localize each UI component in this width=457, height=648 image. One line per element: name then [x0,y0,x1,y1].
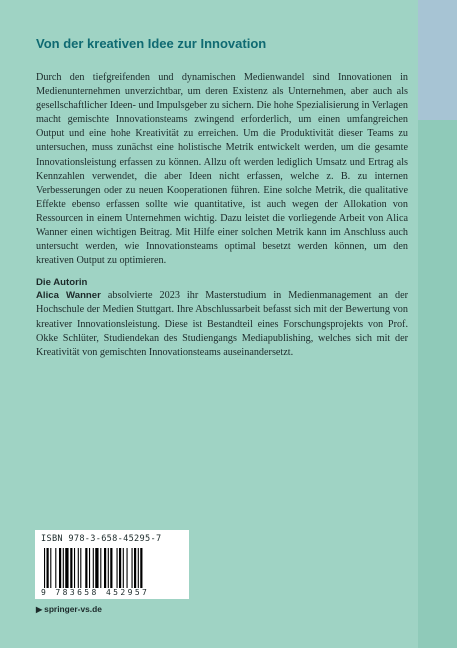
arrow-right-icon: ▶ [36,605,43,614]
author-name: Alica Wanner [36,290,101,302]
author-bio [36,289,408,359]
back-cover-text [36,36,408,360]
barcode-bars [44,548,180,588]
publisher-url[interactable] [36,604,102,614]
book-title: Von der kreativen Idee zur Innovation [36,36,267,51]
publisher-text: springer-vs.de [44,604,102,614]
author-heading: Die Autorin [36,277,88,289]
isbn-digits: 9 783658 452957 [41,588,150,597]
isbn-label: ISBN 978-3-658-45295-7 [41,534,162,544]
description-paragraph: Durch den tiefgreifenden und dynamischen Medienwandel sind Innovationen in Medienunternehmen unverzichtbar, um deren Existenz als Unternehmen, aber auch als gesellschaftlicher Ideen- und Impulsgeber zu sichern. Die hohe Spezialisierung in Verlagen macht gemischte Innovationsteams zwingend erforderlich, um einen umfangreichen Output und eine hohe Kreativität zu erreichen. Um die Produktivität dieser Teams zu untersuchen, muss zunächst eine holistische Metrik entwickelt werden, um die gesamte Innovationsleistung erfassen zu können. Allzu oft werden lediglich Umsatz und Ertrag als Kennzahlen verwendet, die aber Ideen nicht erfassen, welche z. B. zu internen Verbesserungen oder zu neuen Kooperationen führen. Eine solche Metrik, die qualitative Effekte ebenso erfassen sollte wie quantitative, ist auch wegen der Allokation von Ressourcen in einem Unternehmen wichtig. Dazu leistet die vorliegende Arbeit von Alica Wanner einen wichtigen Beitrag. Mit Hilfe einer solchen Metrik kann im Anschluss auch untersucht werden, wie Innovationsteams optimal besetzt werden können, um den kreativen Output zu optimieren. [36,72,408,267]
author-bio-text: absolvierte 2023 ihr Masterstudium in Medienmanagement an der Hochschule der Medien Stuttgart. Ihre Abschlussarbeit befasst sich mit der Bewertung von kreativer Innovationsleistung. Diese ist Bestandteil eines Forschungsprojekts von Prof. Okke Schlüter, Studiendekan des Studiengangs Mediapublishing, welches sich mit der Kreativität von gemischten Innovationsteams auseinandersetzt. [36,290,408,358]
spine-color-band [418,0,457,120]
isbn-barcode [35,530,189,599]
